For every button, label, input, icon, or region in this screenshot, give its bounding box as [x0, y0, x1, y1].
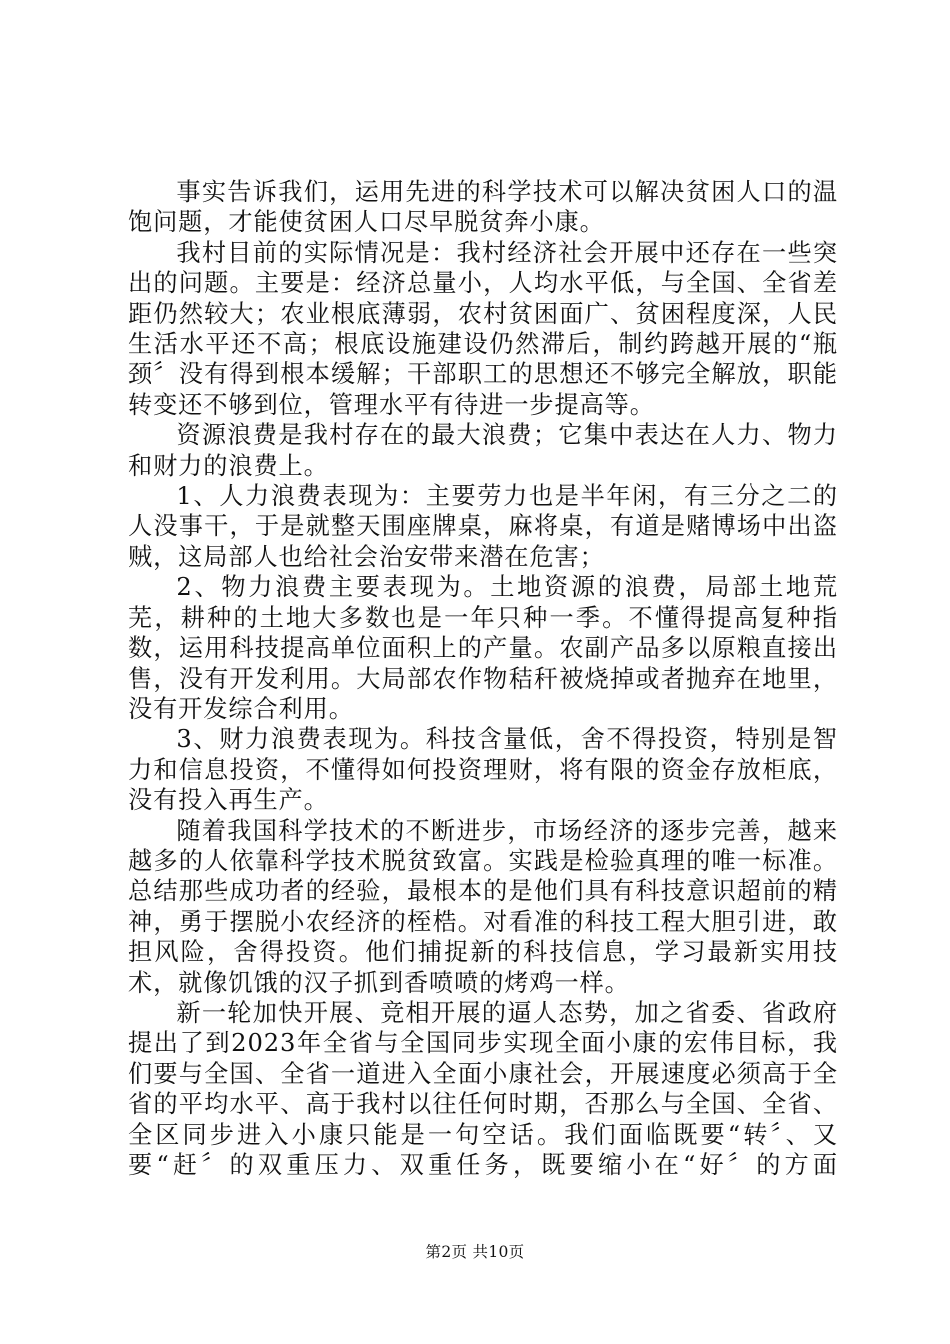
paragraph-3: 资源浪费是我村存在的最大浪费；它集中表达在人力、物力和财力的浪费上。: [128, 421, 838, 480]
paragraph-5: 2、物力浪费主要表现为。土地资源的浪费，局部土地荒芜，耕种的土地大多数也是一年只种一季。不懂得提高复种指数，运用科技提高单位面积上的产量。农副产品多以原粮直接出售，没有开发利用。大局部农作物秸秆被烧掉或者抛弃在地里，没有开发综合利用。: [128, 573, 838, 723]
paragraph-1: 事实告诉我们，运用先进的科学技术可以解决贫困人口的温饱问题，才能使贫困人口尽早脱贫奔小康。: [128, 178, 838, 237]
page-number-footer: 第2页 共10页: [425, 1243, 525, 1261]
paragraph-8: 新一轮加快开展、竞相开展的逼人态势，加之省委、省政府提出了到2023年全省与全国同步实现全面小康的宏伟目标，我们要与全国、全省一道进入全面小康社会，开展速度必须高于全省的平均水平、高于我村以往任何时期，否那么与全国、全省、全区同步进入小康只能是一句空话。我们面临既要“转〞、又要“赶〞的双重压力、双重任务，既要缩小在“好〞的方面: [128, 998, 838, 1179]
document-body: [128, 177, 838, 1180]
paragraph-2: 我村目前的实际情况是：我村经济社会开展中还存在一些突出的问题。主要是：经济总量小，人均水平低，与全国、全省差距仍然较大；农业根底薄弱，农村贫困面广、贫困程度深，人民生活水平还不高；根底设施建设仍然滞后，制约跨越开展的“瓶颈〞没有得到根本缓解；干部职工的思想还不够完全解放，职能转变还不够到位，管理水平有待进一步提高等。: [128, 238, 838, 419]
paragraph-7: 随着我国科学技术的不断进步，市场经济的逐步完善，越来越多的人依靠科学技术脱贫致富。实践是检验真理的唯一标准。总结那些成功者的经验，最根本的是他们具有科技意识超前的精神，勇于摆脱小农经济的桎梏。对看准的科技工程大胆引进，敢担风险，舍得投资。他们捕捉新的科技信息，学习最新实用技术，就像饥饿的汉子抓到香喷喷的烤鸡一样。: [128, 816, 838, 997]
paragraph-6: 3、财力浪费表现为。科技含量低，舍不得投资，特别是智力和信息投资，不懂得如何投资理财，将有限的资金存放柜底，没有投入再生产。: [128, 725, 838, 815]
paragraph-4: 1、人力浪费表现为：主要劳力也是半年闲，有三分之二的人没事干，于是就整天围座牌桌，麻将桌，有道是赌博场中出盗贼，这局部人也给社会治安带来潜在危害；: [128, 482, 838, 571]
